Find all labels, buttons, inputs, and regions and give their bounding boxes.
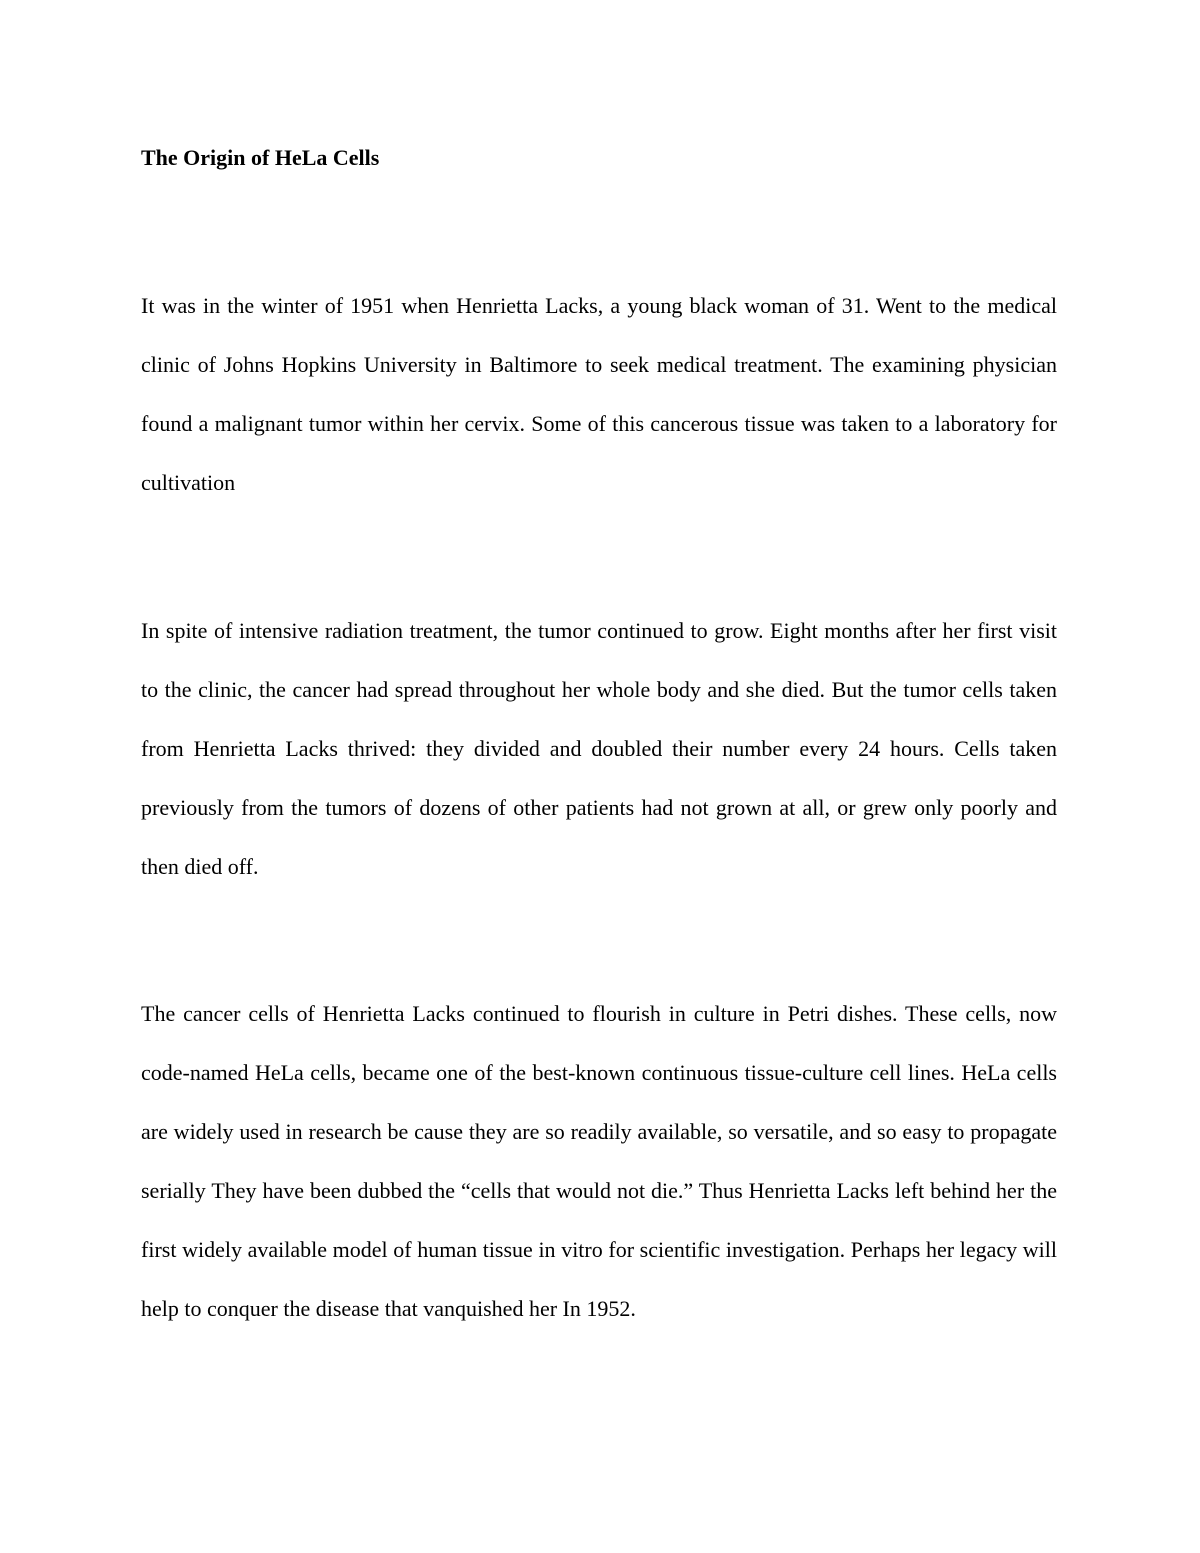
document-title: The Origin of HeLa Cells: [141, 145, 380, 170]
paragraph-2: In spite of intensive radiation treatment, the tumor continued to grow. Eight months after her first visit to the clinic, the cancer had spread throughout her whole body and she died. But the tumor cells taken from Henrietta Lacks thrived: they divided and doubled their number every 24 hours. Cells taken previously from the tumors of dozens of other patients had not grown at all, or grew only poorly and then died off.: [141, 618, 1057, 879]
paragraph-3: The cancer cells of Henrietta Lacks continued to flourish in culture in Petri dishes. These cells, now code-named HeLa cells, became one of the best-known continuous tissue-culture cell lines. HeLa cells are widely used in research be cause they are so readily available, so versatile, and so easy to propagate serially They have been dubbed the “cells that would not die.” Thus Henrietta Lacks left behind her the first widely available model of human tissue in vitro for scientific investigation. Perhaps her legacy will help to conquer the disease that vanquished her In 1952.: [141, 1001, 1057, 1321]
paragraph-1: It was in the winter of 1951 when Henrietta Lacks, a young black woman of 31. Went to the medical clinic of Johns Hopkins University in Baltimore to seek medical treatment. The examining physician found a malignant tumor within her cervix. Some of this cancerous tissue was taken to a laboratory for cultivation: [141, 293, 1057, 495]
